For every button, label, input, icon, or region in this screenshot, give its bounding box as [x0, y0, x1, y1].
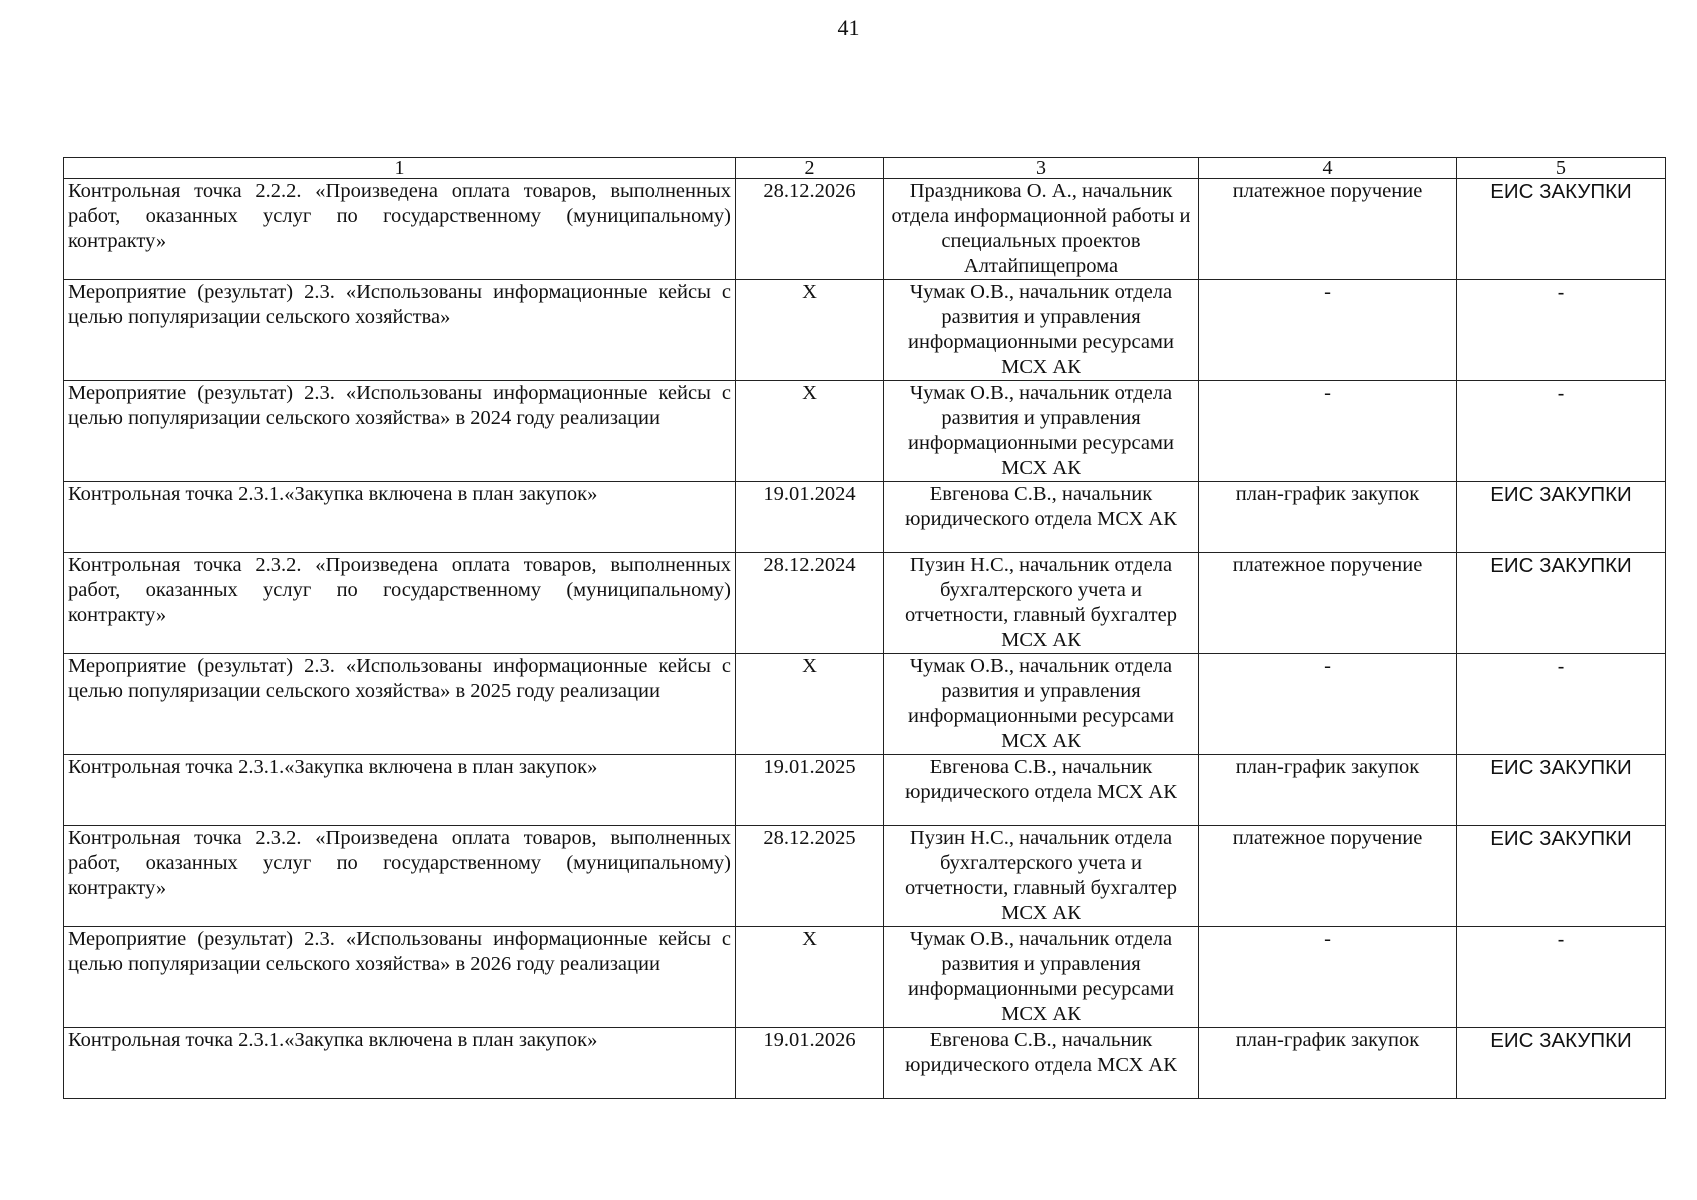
table-row	[64, 755, 1666, 826]
table-row	[64, 553, 1666, 654]
table-row	[64, 1028, 1666, 1099]
due-date: 19.01.2026	[736, 1028, 884, 1099]
information-system: ЕИС ЗАКУПКИ	[1457, 553, 1666, 654]
due-date: X	[736, 381, 884, 482]
item-name: Контрольная точка 2.3.2. «Произведена оплата товаров, выполненных работ, оказанных услуг по государственному (муниципальному) контракту»	[64, 826, 736, 927]
item-name: Мероприятие (результат) 2.3. «Использованы информационные кейсы с целью популяризации сельского хозяйства»	[64, 280, 736, 381]
information-system: ЕИС ЗАКУПКИ	[1457, 1028, 1666, 1099]
information-system: ЕИС ЗАКУПКИ	[1457, 179, 1666, 280]
column-number-1: 1	[64, 158, 736, 179]
information-system: ЕИС ЗАКУПКИ	[1457, 755, 1666, 826]
confirming-document: -	[1199, 381, 1457, 482]
due-date: 19.01.2025	[736, 755, 884, 826]
responsible-person: Чумак О.В., начальник отдела развития и управления информационными ресурсами МСХ АК	[884, 927, 1199, 1028]
control-points-table	[63, 157, 1666, 1099]
responsible-person: Евгенова С.В., начальник юридического отдела МСХ АК	[884, 482, 1199, 553]
confirming-document: план-график закупок	[1199, 755, 1457, 826]
information-system: -	[1457, 280, 1666, 381]
information-system: -	[1457, 381, 1666, 482]
confirming-document: -	[1199, 280, 1457, 381]
information-system: ЕИС ЗАКУПКИ	[1457, 826, 1666, 927]
item-name: Мероприятие (результат) 2.3. «Использованы информационные кейсы с целью популяризации сельского хозяйства» в 2025 году реализации	[64, 654, 736, 755]
responsible-person: Пузин Н.С., начальник отдела бухгалтерского учета и отчетности, главный бухгалтер МСХ АК	[884, 826, 1199, 927]
table-row	[64, 927, 1666, 1028]
confirming-document: платежное поручение	[1199, 826, 1457, 927]
item-name: Мероприятие (результат) 2.3. «Использованы информационные кейсы с целью популяризации сельского хозяйства» в 2026 году реализации	[64, 927, 736, 1028]
item-name: Контрольная точка 2.3.1.«Закупка включена в план закупок»	[64, 755, 736, 826]
due-date: X	[736, 927, 884, 1028]
responsible-person: Чумак О.В., начальник отдела развития и управления информационными ресурсами МСХ АК	[884, 280, 1199, 381]
item-name: Контрольная точка 2.3.1.«Закупка включена в план закупок»	[64, 1028, 736, 1099]
responsible-person: Пузин Н.С., начальник отдела бухгалтерского учета и отчетности, главный бухгалтер МСХ АК	[884, 553, 1199, 654]
page-number: 41	[837, 15, 860, 40]
item-name: Контрольная точка 2.2.2. «Произведена оплата товаров, выполненных работ, оказанных услуг по государственному (муниципальному) контракту»	[64, 179, 736, 280]
responsible-person: Чумак О.В., начальник отдела развития и управления информационными ресурсами МСХ АК	[884, 381, 1199, 482]
table-row	[64, 654, 1666, 755]
table-row	[64, 381, 1666, 482]
due-date: 28.12.2024	[736, 553, 884, 654]
confirming-document: план-график закупок	[1199, 1028, 1457, 1099]
header-row	[64, 158, 1666, 179]
confirming-document: платежное поручение	[1199, 179, 1457, 280]
column-number-4: 4	[1199, 158, 1457, 179]
due-date: 19.01.2024	[736, 482, 884, 553]
table-header	[64, 158, 1666, 179]
column-number-3: 3	[884, 158, 1199, 179]
responsible-person: Праздникова О. А., начальник отдела информационной работы и специальных проектов Алтайпищепрома	[884, 179, 1199, 280]
table-body	[64, 179, 1666, 1099]
confirming-document: -	[1199, 927, 1457, 1028]
confirming-document: -	[1199, 654, 1457, 755]
due-date: X	[736, 654, 884, 755]
responsible-person: Евгенова С.В., начальник юридического отдела МСХ АК	[884, 1028, 1199, 1099]
due-date: 28.12.2026	[736, 179, 884, 280]
table-row	[64, 482, 1666, 553]
table-row	[64, 179, 1666, 280]
table-row	[64, 826, 1666, 927]
due-date: 28.12.2025	[736, 826, 884, 927]
information-system: -	[1457, 927, 1666, 1028]
information-system: ЕИС ЗАКУПКИ	[1457, 482, 1666, 553]
information-system: -	[1457, 654, 1666, 755]
confirming-document: платежное поручение	[1199, 553, 1457, 654]
confirming-document: план-график закупок	[1199, 482, 1457, 553]
column-number-2: 2	[736, 158, 884, 179]
table-row	[64, 280, 1666, 381]
item-name: Мероприятие (результат) 2.3. «Использованы информационные кейсы с целью популяризации сельского хозяйства» в 2024 году реализации	[64, 381, 736, 482]
due-date: X	[736, 280, 884, 381]
item-name: Контрольная точка 2.3.2. «Произведена оплата товаров, выполненных работ, оказанных услуг по государственному (муниципальному) контракту»	[64, 553, 736, 654]
responsible-person: Чумак О.В., начальник отдела развития и управления информационными ресурсами МСХ АК	[884, 654, 1199, 755]
item-name: Контрольная точка 2.3.1.«Закупка включена в план закупок»	[64, 482, 736, 553]
responsible-person: Евгенова С.В., начальник юридического отдела МСХ АК	[884, 755, 1199, 826]
column-number-5: 5	[1457, 158, 1666, 179]
